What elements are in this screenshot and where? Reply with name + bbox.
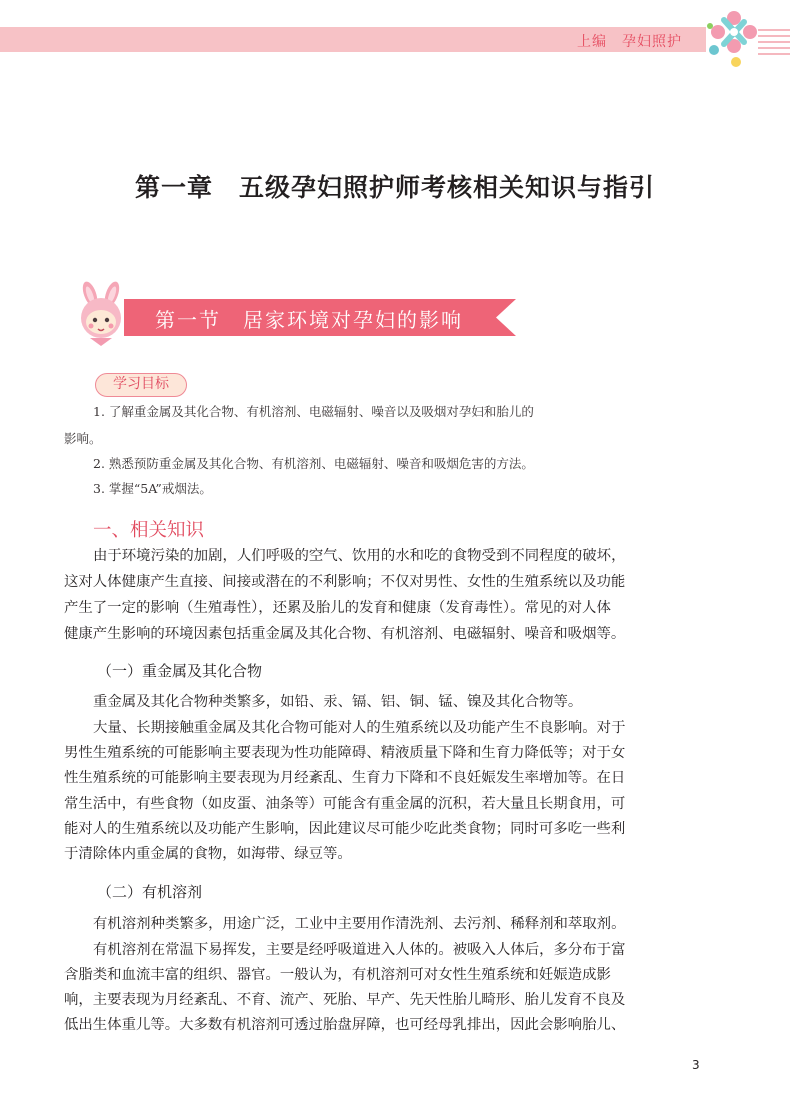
running-header: 上编 孕妇照护: [577, 34, 682, 50]
paragraph-line: 重金属及其化合物种类繁多，如铅、汞、镉、铝、铜、锰、镍及其化合物等。: [93, 694, 583, 710]
page-number: 3: [692, 1058, 700, 1072]
paragraph-line: 于清除体内重金属的食物，如海带、绿豆等。: [64, 846, 352, 862]
paragraph-line: 有机溶剂在常温下易挥发，主要是经呼吸道进入人体的。被吸入人体后，多分布于富: [93, 942, 626, 958]
paragraph-line: 健康产生影响的环境因素包括重金属及其化合物、有机溶剂、电磁辐射、噪音和吸烟等。: [64, 626, 626, 642]
paragraph-line: 有机溶剂种类繁多，用途广泛，工业中主要用作清洗剂、去污剂、稀释剂和萃取剂。: [93, 916, 626, 932]
paragraph-line: 性生殖系统的可能影响主要表现为月经紊乱、生育力下降和不良妊娠发生率增加等。在日: [64, 770, 626, 786]
paragraph-line: 含脂类和血流丰富的组织、器官。一般认为，有机溶剂可对女性生殖系统和妊娠造成影: [64, 967, 611, 983]
paragraph-line: 响，主要表现为月经紊乱、不育、流产、死胎、早产、先天性胎儿畸形、胎儿发育不良及: [64, 992, 626, 1008]
paragraph-line: 产生了一定的影响（生殖毒性），还累及胎儿的发育和健康（发育毒性）。常见的对人体: [64, 600, 611, 616]
objective-line: 3. 掌握“5A”戒烟法。: [93, 481, 212, 496]
objective-line: 影响。: [64, 431, 102, 446]
subheading-heavy-metals: （一）重金属及其化合物: [97, 662, 263, 680]
paragraph-line: 大量、长期接触重金属及其化合物可能对人的生殖系统以及功能产生不良影响。对于: [93, 720, 626, 736]
paragraph-line: 低出生体重儿等。大多数有机溶剂可透过胎盘屏障，也可经母乳排出，因此会影响胎儿、: [64, 1017, 626, 1033]
objective-line: 2. 熟悉预防重金属及其化合物、有机溶剂、电磁辐射、噪音和吸烟危害的方法。: [93, 456, 534, 471]
paragraph-line: 男性生殖系统的可能影响主要表现为性功能障碍、精液质量下降和生育力降低等；对于女: [64, 745, 626, 761]
section-title: 第一节 居家环境对孕妇的影响: [155, 308, 463, 332]
chapter-title: 第一章 五级孕妇照护师考核相关知识与指引: [134, 173, 655, 202]
bunny-mascot-icon: [70, 280, 132, 348]
flower-ornament-icon: [700, 6, 790, 74]
section-heading-related-knowledge: 一、相关知识: [93, 520, 205, 541]
paragraph-line: 这对人体健康产生直接、间接或潜在的不利影响；不仅对男性、女性的生殖系统以及功能: [64, 574, 626, 590]
paragraph-line: 由于环境污染的加剧，人们呼吸的空气、饮用的水和吃的食物受到不同程度的破坏，: [93, 548, 626, 564]
learning-objectives-label: 学习目标: [95, 373, 187, 397]
subheading-organic-solvents: （二）有机溶剂: [97, 883, 203, 901]
objective-line: 1. 了解重金属及其化合物、有机溶剂、电磁辐射、噪音以及吸烟对孕妇和胎儿的: [93, 404, 534, 419]
paragraph-line: 常生活中，有些食物（如皮蛋、油条等）可能含有重金属的沉积，若大量且长期食用，可: [64, 796, 626, 812]
paragraph-line: 能对人的生殖系统以及功能产生影响，因此建议尽可能少吃此类食物；同时可多吃一些利: [64, 821, 626, 837]
